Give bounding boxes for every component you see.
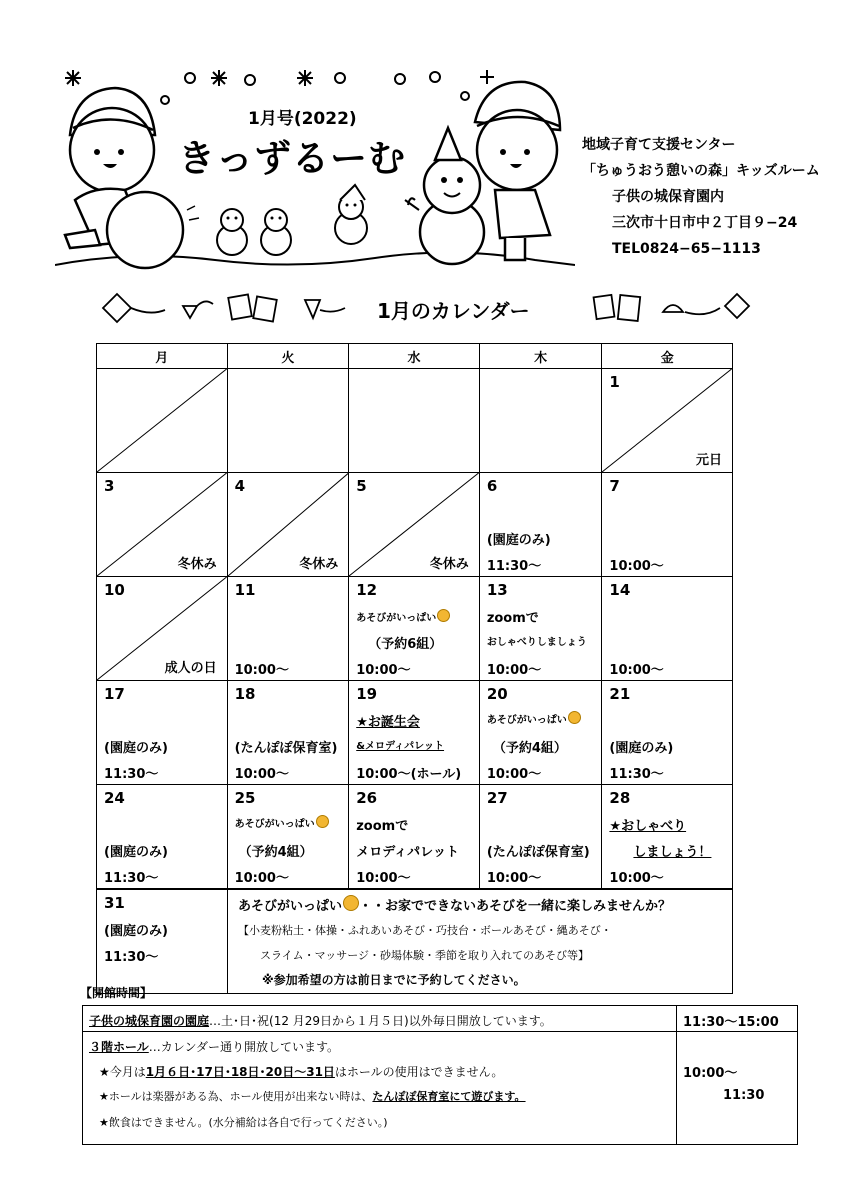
issue-label: 1月号(2022) xyxy=(248,109,357,129)
cell-line xyxy=(104,867,158,886)
cell-line xyxy=(239,841,313,860)
cell-line xyxy=(493,737,567,756)
org-line-1: 地域子育て支援センター xyxy=(582,137,736,153)
cell-line-text: (園庭のみ) xyxy=(104,845,168,860)
cell-line xyxy=(104,737,168,756)
calendar-cell-6 xyxy=(480,473,603,576)
cell-line xyxy=(368,633,442,652)
holiday-label: 冬休み xyxy=(429,557,469,572)
cell-line-text: 10:00〜 xyxy=(356,871,411,886)
garden-hours-text xyxy=(89,1012,552,1029)
cell-line-text: あそびがいっぱい xyxy=(356,613,437,624)
calendar-title: 1月のカレンダー xyxy=(377,299,530,323)
hall-description: …カレンダー通り開放しています。 xyxy=(148,1040,340,1054)
hall-note-2 xyxy=(99,1088,526,1104)
cell-line-text: しましょう！ xyxy=(633,845,712,860)
cell-line-text: 10:00〜 xyxy=(609,663,664,678)
notice-activity-name: あそびがいっぱい xyxy=(238,899,343,914)
day-number: 14 xyxy=(609,581,631,599)
cell-note: (園庭のみ) xyxy=(104,924,168,939)
cell-line xyxy=(235,659,289,678)
cell-line-text: (園庭のみ) xyxy=(104,741,168,756)
calendar-cell-empty xyxy=(97,369,228,472)
org-line-3: 子供の城保育園内 xyxy=(612,189,724,205)
calendar-cell-24 xyxy=(97,785,228,888)
hall-note-3: ★飲食はできません。(水分補給は各自で行ってください。) xyxy=(99,1116,388,1129)
calendar-week-row xyxy=(96,368,733,472)
day-number: 19 xyxy=(356,685,378,703)
cell-line-text: あそびがいっぱい xyxy=(486,715,567,726)
day-number: 21 xyxy=(609,685,631,703)
cell-line xyxy=(487,607,539,626)
cell-line xyxy=(487,633,587,648)
calendar-cell-12 xyxy=(349,577,480,680)
weekday-wed: 水 xyxy=(349,344,480,368)
cell-line xyxy=(356,867,410,886)
org-address: 三次市十日市中２丁目９−24 xyxy=(612,215,798,231)
note-2-room: たんぽぽ保育室にて遊びます。 xyxy=(372,1090,526,1103)
cell-line xyxy=(356,815,408,834)
hall-place: ３階ホール xyxy=(89,1040,149,1054)
cell-line xyxy=(609,763,663,782)
cell-line-text: あそびがいっぱい xyxy=(234,819,315,830)
cell-line xyxy=(356,659,410,678)
cell-line-text: 10:00〜 xyxy=(234,767,289,782)
calendar-week-row xyxy=(96,784,733,889)
cell-time: 11:30〜 xyxy=(104,950,159,965)
cell-line-text: （予約4組） xyxy=(238,845,313,860)
cell-line-text: 10:00〜(ホール) xyxy=(356,767,462,782)
cell-line xyxy=(609,555,663,574)
cell-line xyxy=(235,815,329,830)
cell-line xyxy=(609,815,686,834)
garden-description: …土･日･祝(12 月29日から１月５日)以外毎日開放しています。 xyxy=(209,1014,552,1028)
cell-line xyxy=(633,841,711,860)
cell-line xyxy=(487,659,541,678)
cell-line xyxy=(487,763,541,782)
calendar-week-row xyxy=(96,680,733,784)
weekday-fri: 金 xyxy=(660,350,674,366)
cell-line xyxy=(609,659,663,678)
cell-line-text: おしゃべりしましょう xyxy=(486,637,587,648)
cell-line-text: 10:00〜 xyxy=(486,767,542,782)
cell-line-text: ★おしゃべり xyxy=(609,819,687,834)
cell-line-text: ★お誕生会 xyxy=(356,715,420,730)
cell-line-text: メロディパレット xyxy=(356,845,460,860)
cell-line-text: 11:30〜 xyxy=(104,767,159,782)
calendar-cell-empty xyxy=(480,369,603,472)
calendar-cell-10 xyxy=(97,577,228,680)
cell-line-text: 10:00〜 xyxy=(356,663,411,678)
cell-line xyxy=(487,555,541,574)
hall-time-start: 10:00〜 xyxy=(683,1066,738,1081)
calendar-cell-empty xyxy=(349,369,480,472)
cell-line xyxy=(356,737,444,752)
cell-line-text: 10:00〜 xyxy=(234,663,289,678)
cell-line-text: 10:00〜 xyxy=(486,663,542,678)
cell-line-text: zoomで xyxy=(356,819,409,834)
weekday-header-row xyxy=(96,343,733,368)
holiday-label: 成人の日 xyxy=(164,661,217,676)
cell-line-text: 11:30〜 xyxy=(486,559,542,574)
weekday-tue: 火 xyxy=(228,344,350,368)
cell-line xyxy=(487,841,590,860)
cell-line-text: (園庭のみ) xyxy=(609,741,674,756)
cell-line-text: 11:30〜 xyxy=(104,871,159,886)
day-number: 24 xyxy=(104,789,125,807)
activity-notice xyxy=(228,890,732,993)
cell-line xyxy=(235,737,338,756)
cell-line-text: （予約6組） xyxy=(368,637,443,652)
hall-hours-text xyxy=(89,1038,339,1055)
day-number: 17 xyxy=(104,685,125,703)
calendar-heading xyxy=(95,288,755,332)
cell-line xyxy=(487,867,541,886)
cell-line xyxy=(235,763,289,782)
calendar-cell-5 xyxy=(349,473,480,576)
cell-line-text: (たんぽぽ保育室) xyxy=(234,741,338,756)
hall-time-end: 11:30 xyxy=(723,1088,765,1103)
day-number: 28 xyxy=(609,789,631,807)
day-number: 4 xyxy=(234,477,246,495)
calendar-week-row xyxy=(96,472,733,576)
holiday-label: 元日 xyxy=(696,453,723,468)
cell-line xyxy=(104,841,168,860)
calendar-last-row xyxy=(96,889,733,994)
notice-line-2: 【小麦粉粘土・体操・ふれあいあそび・巧技台・ボールあそび・縄あそび・ xyxy=(238,924,612,937)
note-2-prefix: ★ホールは楽器がある為、ホール使用が出来ない時は、 xyxy=(99,1090,373,1103)
day-number: 18 xyxy=(234,685,256,703)
cell-line-text: 11:30〜 xyxy=(609,767,664,782)
smile-icon xyxy=(316,815,329,828)
calendar-cell-11 xyxy=(228,577,350,680)
cell-line xyxy=(356,609,450,624)
opening-hours-table xyxy=(82,1005,798,1145)
holiday-diagonal xyxy=(97,369,227,472)
calendar-cell-7 xyxy=(602,473,732,576)
cell-line-text: (園庭のみ) xyxy=(486,533,551,548)
cell-line-text: 10:00〜 xyxy=(609,559,664,574)
day-number: 31 xyxy=(104,894,125,912)
day-number: 10 xyxy=(104,581,125,599)
smile-icon xyxy=(343,895,359,911)
org-tel: TEL0824−65−1113 xyxy=(612,241,761,257)
cell-line-text: 10:00〜 xyxy=(234,871,289,886)
day-number: 26 xyxy=(356,789,378,807)
calendar-cell-25 xyxy=(228,785,350,888)
note-1-prefix: ★今月は xyxy=(99,1065,146,1079)
day-number: 1 xyxy=(609,373,620,391)
hall-note-1 xyxy=(99,1063,503,1080)
day-number: 13 xyxy=(486,581,508,599)
cell-line xyxy=(487,711,581,726)
calendar-cell-18 xyxy=(228,681,350,784)
closed-dates: 1月６日･17日･18日･20日〜31日 xyxy=(145,1065,335,1079)
newsletter-title: きっずるーむ xyxy=(178,137,406,180)
notice-line-4: ※参加希望の方は前日までに予約してください。 xyxy=(262,973,526,987)
weekday-thu: 木 xyxy=(480,344,603,368)
note-1-suffix: はホールの使用はできません。 xyxy=(334,1065,504,1079)
calendar-week-row xyxy=(96,576,733,680)
day-number: 3 xyxy=(104,477,115,495)
cell-line xyxy=(609,867,663,886)
opening-hours-divider xyxy=(676,1006,677,1144)
cell-line xyxy=(356,841,459,860)
calendar-cell-4 xyxy=(228,473,350,576)
day-number: 6 xyxy=(486,477,498,495)
calendar-cell-14 xyxy=(602,577,732,680)
calendar-cell-empty xyxy=(228,369,350,472)
calendar-cell-3 xyxy=(97,473,228,576)
calendar-cell-20 xyxy=(480,681,603,784)
cell-line-text: 10:00〜 xyxy=(609,871,664,886)
calendar-cell-31 xyxy=(97,890,228,993)
cell-line xyxy=(356,763,461,782)
day-number: 20 xyxy=(486,685,508,703)
calendar-cell-1 xyxy=(602,369,732,472)
day-number: 5 xyxy=(356,477,367,495)
garden-place: 子供の城保育園の園庭 xyxy=(89,1014,210,1028)
holiday-label: 冬休み xyxy=(177,557,217,572)
day-number: 11 xyxy=(234,581,256,599)
cell-line xyxy=(356,711,420,730)
notice-line-1 xyxy=(238,895,671,914)
day-number: 27 xyxy=(486,789,508,807)
day-number: 7 xyxy=(609,477,620,495)
smile-icon xyxy=(568,711,581,724)
calendar-cell-21 xyxy=(602,681,732,784)
cell-line-text: （予約4組） xyxy=(492,741,567,756)
garden-time: 11:30〜15:00 xyxy=(683,1015,779,1030)
calendar-cell-26 xyxy=(349,785,480,888)
cell-line xyxy=(104,763,158,782)
org-line-2: 「ちゅうおう憩いの森」キッズルーム xyxy=(582,163,820,179)
cell-line-text: &メロディパレット xyxy=(356,741,445,752)
organization-info xyxy=(582,132,820,262)
calendar-cell-13 xyxy=(480,577,603,680)
cell-line xyxy=(609,737,673,756)
cell-line-text: 10:00〜 xyxy=(486,871,542,886)
smile-icon xyxy=(437,609,450,622)
opening-hours-label: 【開館時間】 xyxy=(80,986,153,1000)
notice-line-3: スライム・マッサージ・砂場体験・季節を取り入れてのあそび等】 xyxy=(260,949,590,962)
calendar-cell-28 xyxy=(602,785,732,888)
weekday-mon: 月 xyxy=(97,344,228,368)
notice-invite-text: ・・お家でできないあそびを一緒に楽しみませんか？ xyxy=(359,899,672,914)
calendar-cell-19 xyxy=(349,681,480,784)
cell-line xyxy=(235,867,289,886)
cell-line-text: (たんぽぽ保育室) xyxy=(486,845,590,860)
calendar-cell-27 xyxy=(480,785,603,888)
day-number: 25 xyxy=(234,789,256,807)
calendar-table xyxy=(96,343,733,994)
calendar-cell-17 xyxy=(97,681,228,784)
day-number: 12 xyxy=(356,581,378,599)
cell-line xyxy=(487,529,551,548)
holiday-label: 冬休み xyxy=(299,557,339,572)
cell-line-text: zoomで xyxy=(486,611,539,626)
